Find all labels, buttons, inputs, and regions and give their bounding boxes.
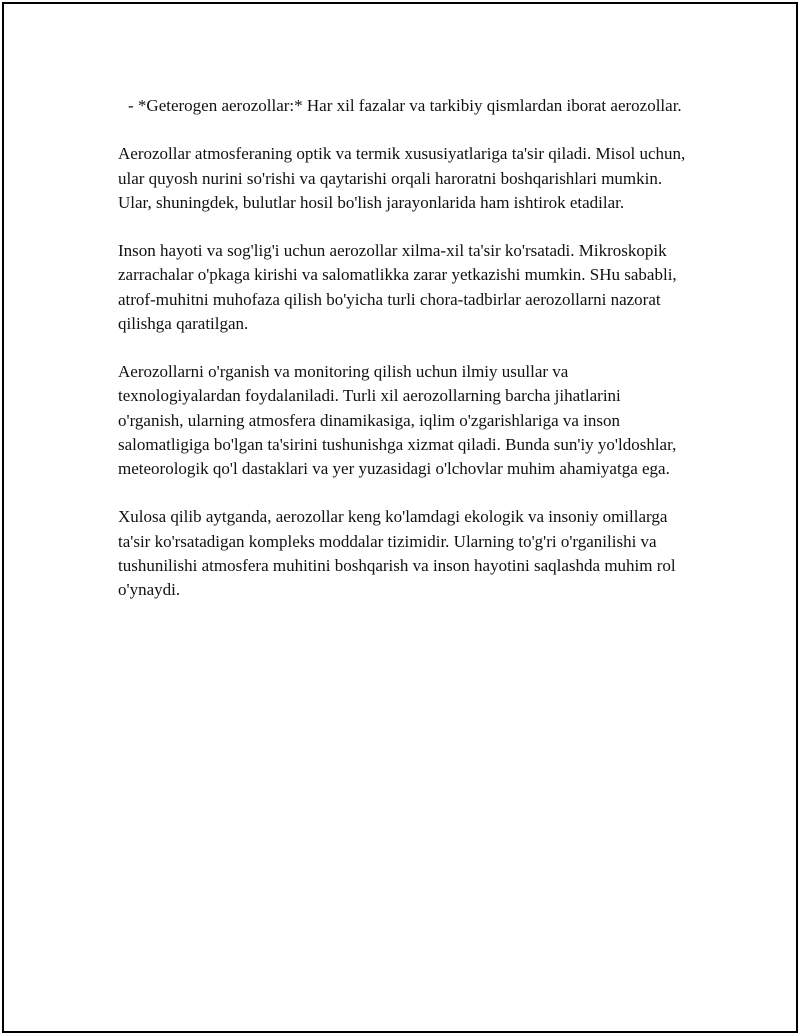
document-body bbox=[118, 94, 688, 626]
paragraph-conclusion: Xulosa qilib aytganda, aerozollar keng ko'lamdagi ekologik va insoniy omillarga ta'sir ko'rsatadigan kompleks moddalar tizimidir. Ularning to'g'ri o'rganilishi va tushunilishi atmosfera muhitini boshqarish va inson hayotini saqlashda muhim rol o'ynaydi. bbox=[118, 507, 676, 599]
paragraph-health-effects: Inson hayoti va sog'lig'i uchun aerozollar xilma-xil ta'sir ko'rsatadi. Mikroskopik zarrachalar o'pkaga kirishi va salomatlikka zarar yetkazishi mumkin. SHu sababli, atrof-muhitni muhofaza qilish bo'yicha turli chora-tadbirlar aerozollarni nazorat qilishga qaratilgan. bbox=[118, 241, 677, 333]
list-item-heterogeneous-aerosols: - *Geterogen aerozollar:* Har xil fazalar va tarkibiy qismlardan iborat aerozollar. bbox=[128, 96, 682, 115]
paragraph-monitoring: Aerozollarni o'rganish va monitoring qilish uchun ilmiy usullar va texnologiyalardan foydalaniladi. Turli xil aerozollarning barcha jihatlarini o'rganish, ularning atmosfera dinamikasiga, iqlim o'zgarishlariga va inson salomatligiga bo'lgan ta'sirini tushunishga xizmat qiladi. Bunda sun'iy yo'ldoshlar, meteorologik qo'l dastaklari va yer yuzasidagi o'lchovlar muhim ahamiyatga ega. bbox=[118, 362, 677, 478]
paragraph-optical-thermal-effects: Aerozollar atmosferaning optik va termik xususiyatlariga ta'sir qiladi. Misol uchun, ular quyosh nurini so'rishi va qaytarishi orqali haroratni boshqarishlari mumkin. Ular, shuningdek, bulutlar hosil bo'lish jarayonlarida ham ishtirok etadilar. bbox=[118, 144, 686, 212]
